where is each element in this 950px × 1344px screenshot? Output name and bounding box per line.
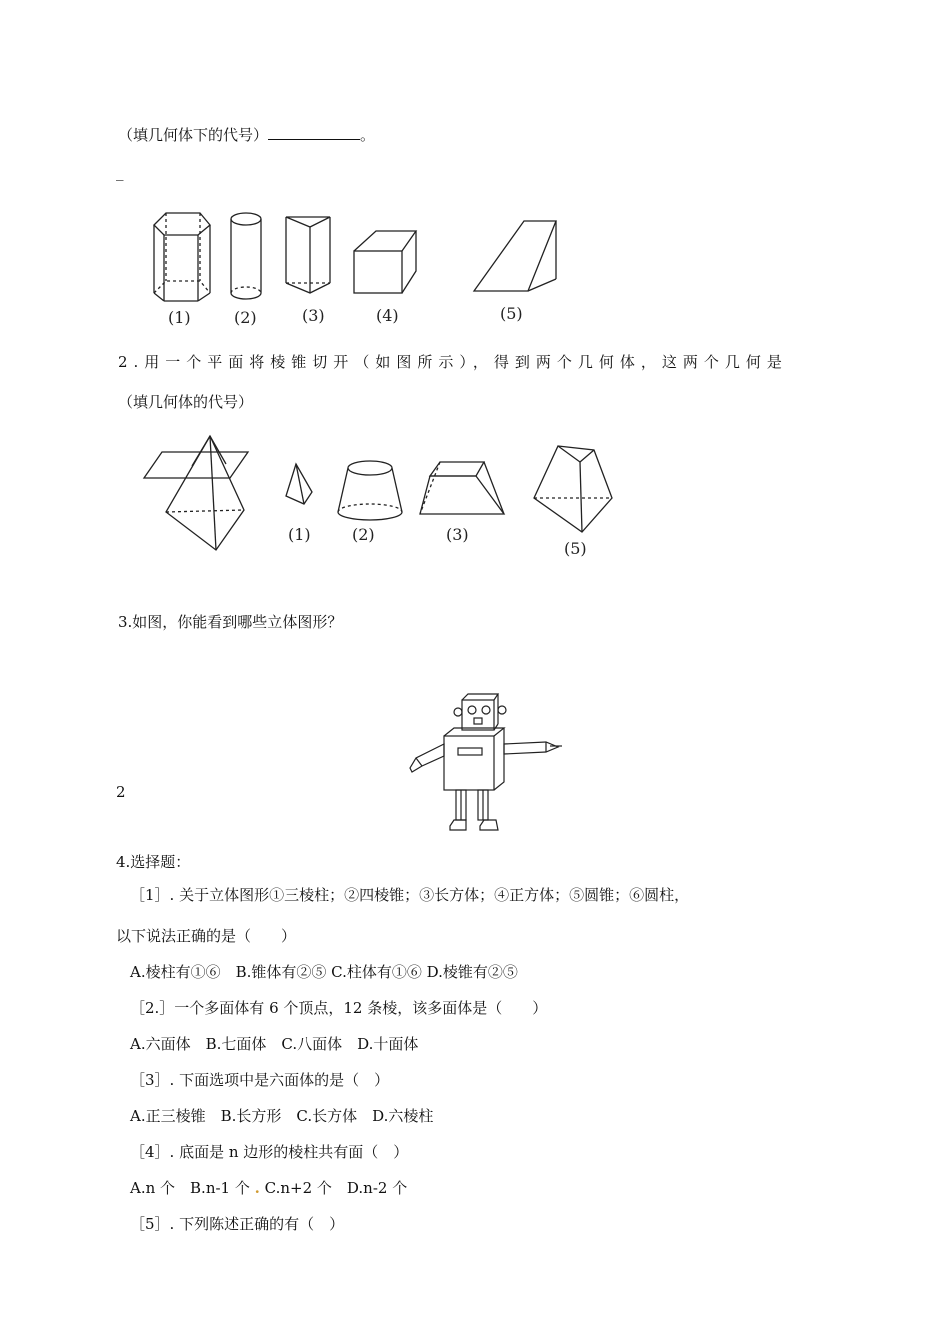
robot-legs-shape [450, 790, 498, 830]
solids-figure-2-drawing [140, 428, 640, 578]
q1-end-mark: 。 [360, 126, 376, 144]
solids-figure-1-drawing [140, 195, 640, 335]
pyramid-frustum-shape [420, 462, 504, 514]
hexagonal-prism-shape [154, 213, 210, 301]
fig1-label-2: (2) [234, 308, 257, 327]
robot-right-arm-shape [504, 742, 562, 754]
q4-item-4-options-a: A.n 个 B.n-1 个 [130, 1179, 250, 1197]
q4-item-5-stem: ［5］. 下列陈述正确的有（ ） [130, 1215, 345, 1233]
cuboid-shape [354, 231, 416, 293]
stray-dash: _ [116, 163, 124, 181]
q2-line-1: 2.用一个平面将棱锥切开（如图所示），得到两个几何体，这两个几何是 [118, 353, 788, 371]
q4-item-3-options: A.正三棱锥 B.长方形 C.长方体 D.六棱柱 [130, 1107, 434, 1125]
wedge-shape [474, 221, 556, 291]
q4-item-2-options: A.六面体 B.七面体 C.八面体 D.十面体 [130, 1035, 419, 1053]
q4-item-1-options: A.棱柱有①⑥ B.锥体有②⑤ C.柱体有①⑥ D.棱锥有②⑤ [130, 963, 518, 981]
cone-frustum-shape [338, 461, 402, 520]
robot-figure-drawing [400, 690, 565, 840]
q4-item-4-stem: ［4］. 底面是 n 边形的棱柱共有面（ ） [130, 1143, 409, 1161]
q4-item-1-stem-cont: 以下说法正确的是（ ） [116, 927, 297, 945]
large-pyramid-frustum-shape [534, 446, 612, 532]
q4-item-4-options-dot: . [254, 1179, 260, 1197]
fig1-label-4: (4) [376, 306, 399, 325]
robot-left-arm-shape [410, 744, 444, 772]
pyramid-cut-by-plane-shape [144, 436, 248, 550]
cylinder-shape [231, 213, 261, 299]
fig1-label-1: (1) [168, 308, 191, 327]
q4-item-2-stem: ［2.］一个多面体有 6 个顶点，12 条棱，该多面体是（ ） [130, 999, 548, 1017]
fig2-label-1: (1) [288, 525, 311, 544]
triangular-prism-shape [286, 217, 330, 293]
fig1-label-5: (5) [500, 304, 523, 323]
q1-tail-text: （填几何体下的代号） [118, 126, 269, 144]
fig2-label-5: (5) [564, 539, 587, 558]
q4-item-4-options [130, 1178, 407, 1198]
q4-item-3-stem: ［3］. 下面选项中是六面体的是（ ） [130, 1071, 390, 1089]
q3-side-number: 2 [116, 783, 126, 801]
fig1-label-3: (3) [302, 306, 325, 325]
small-pyramid-shape [286, 464, 312, 504]
q3-text: 3.如图，你能看到哪些立体图形？ [118, 613, 343, 631]
robot-head-shape [454, 694, 506, 730]
q4-title: 4.选择题： [116, 853, 191, 871]
q4-item-1-stem: ［1］. 关于立体图形①三棱柱；②四棱锥；③长方体；④正方体；⑤圆锥；⑥圆柱， [130, 886, 690, 904]
answer-blank [268, 125, 360, 140]
q1-tail-line [118, 125, 375, 145]
robot-figure [400, 690, 565, 840]
fig2-label-2: (2) [352, 525, 375, 544]
q4-item-4-options-b: C.n+2 个 D.n-2 个 [264, 1179, 408, 1197]
solids-figure-2 [140, 428, 640, 578]
solids-figure-1 [140, 195, 640, 335]
fig2-label-3: (3) [446, 525, 469, 544]
q2-line-2: （填几何体的代号） [118, 393, 254, 411]
robot-body-shape [444, 728, 504, 790]
